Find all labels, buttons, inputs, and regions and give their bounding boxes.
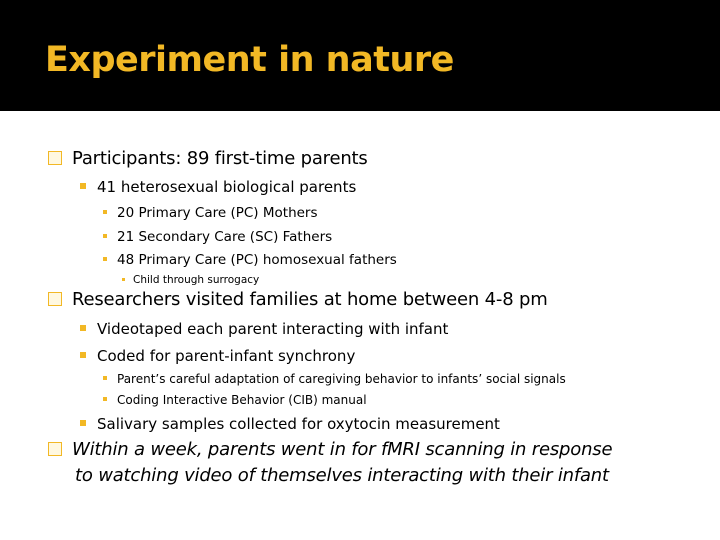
subbullet-homosexual-fathers [103,252,397,268]
bullet-text: 20 Primary Care (PC) Mothers [117,205,318,221]
bullet-text: Within a week, parents went in for fMRI scanning in response [72,439,613,460]
square-bullet-icon [80,325,86,331]
bullet-text: to watching video of themselves interacting with their infant [75,465,609,486]
bullet-fmri-scanning-continued [75,465,609,486]
square-bullet-icon [103,376,107,380]
bullet-text: Salivary samples collected for oxytocin measurement [97,415,500,433]
slide-title: Experiment in nature [45,40,454,80]
bullet-text: Coding Interactive Behavior (CIB) manual [117,393,367,407]
square-bullet-icon [80,420,86,426]
bullet-home-visits [48,289,548,310]
square-bullet-icon [103,234,107,238]
bullet-text: Coded for parent-infant synchrony [97,347,356,365]
bullet-fmri-scanning [48,439,612,460]
subbullet-coded-synchrony [80,347,355,365]
subbullet-sc-fathers [103,229,332,245]
square-bullet-icon [103,397,107,401]
subbullet-videotaped [80,320,448,338]
subbullet-surrogacy [122,274,259,286]
bullet-participants [48,148,368,169]
checkbox-bullet-icon [48,292,62,306]
square-bullet-icon [80,352,86,358]
subbullet-heterosexual-parents [80,178,356,196]
bullet-text: Participants: 89 first-time parents [72,148,368,169]
subbullet-pc-mothers [103,205,318,221]
title-bar [0,0,720,111]
bullet-text: 41 heterosexual biological parents [97,178,357,196]
slide-content [0,111,720,540]
subbullet-cib-manual [103,393,367,407]
subbullet-salivary-samples [80,415,500,433]
checkbox-bullet-icon [48,442,62,456]
square-bullet-icon [103,257,107,261]
bullet-text: 48 Primary Care (PC) homosexual fathers [117,252,397,268]
square-bullet-icon [122,278,125,281]
bullet-text: Parent’s careful adaptation of caregiving behavior to infants’ social signals [117,372,566,386]
bullet-text: 21 Secondary Care (SC) Fathers [117,229,333,245]
square-bullet-icon [103,210,107,214]
subbullet-careful-adaptation [103,372,566,386]
checkbox-bullet-icon [48,151,62,165]
bullet-text: Child through surrogacy [133,274,260,286]
square-bullet-icon [80,183,86,189]
bullet-text: Videotaped each parent interacting with infant [97,320,449,338]
bullet-text: Researchers visited families at home between 4-8 pm [72,289,548,310]
